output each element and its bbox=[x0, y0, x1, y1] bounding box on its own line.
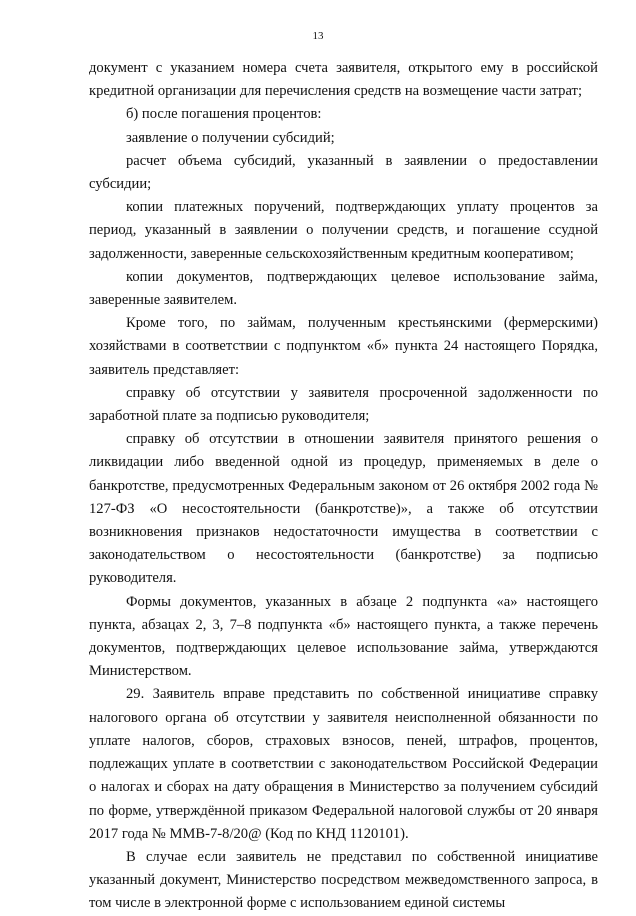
paragraph: копии документов, подтверждающих целевое использование займа, заверенные заявителем. bbox=[89, 268, 598, 309]
paragraph: расчет объема субсидий, указанный в заявлении о предоставлении субсидии; bbox=[89, 152, 598, 193]
paragraph: Кроме того, по займам, полученным крестьянскими (фермерскими) хозяйствами в соответствии с подпунктом «б» пункта 24 настоящего Порядка, заявитель представляет: bbox=[89, 315, 598, 378]
paragraph: 29. Заявитель вправе представить по собственной инициативе справку налогового органа об отсутствии у заявителя неисполненной обязанности по уплате налогов, сборов, страховых взносов, пеней, штрафов, процентов, подлежащих уплате в соответствии с законодательством Российской Федерации о налогах и сборах на дату обращения в Министерство за получением субсидий по форме, утверждённой приказом Федеральной налоговой службы от 20 января 2017 года № ММВ-7-8/20@ (Код по КНД 1120101). bbox=[89, 686, 598, 842]
paragraph: справку об отсутствии в отношении заявителя принятого решения о ликвидации либо введенной одной из процедур, применяемых в деле о банкротстве, предусмотренных Федеральным законом от 26 октября 2002 года № 127-ФЗ «О несостоятельности (банкротстве)», а также об отсутствии возникновения признаков недостаточности имущества в соответствии с законодательством о несостоятельности (банкротстве) за подписью руководителя. bbox=[89, 431, 598, 587]
paragraph: Формы документов, указанных в абзаце 2 подпункта «а» настоящего пункта, абзацах 2, 3, 7–8 подпункта «б» настоящего пункта, а также перечень документов, подтверждающих целевое использование займа, утверждаются Министерством. bbox=[89, 593, 598, 680]
page-number: 13 bbox=[312, 30, 324, 42]
paragraph: В случае если заявитель не представил по собственной инициативе указанный документ, Министерство посредством межведомственного запроса, в том числе в электронной форме с использованием единой системы bbox=[89, 848, 598, 912]
paragraph: заявление о получении субсидий; bbox=[126, 129, 335, 146]
paragraph: б) после погашения процентов: bbox=[126, 106, 322, 123]
paragraph: документ с указанием номера счета заявителя, открытого ему в российской кредитной организации для перечисления средств на возмещение части затрат; bbox=[89, 60, 598, 100]
paragraph: справку об отсутствии у заявителя просроченной задолженности по заработной плате за подписью руководителя; bbox=[89, 384, 598, 425]
paragraph: копии платежных поручений, подтверждающих уплату процентов за период, указанный в заявлении о получении средств, и погашение ссудной задолженности, заверенные сельскохозяйственным кредитным кооперативом; bbox=[89, 199, 598, 262]
document-body bbox=[89, 57, 598, 916]
